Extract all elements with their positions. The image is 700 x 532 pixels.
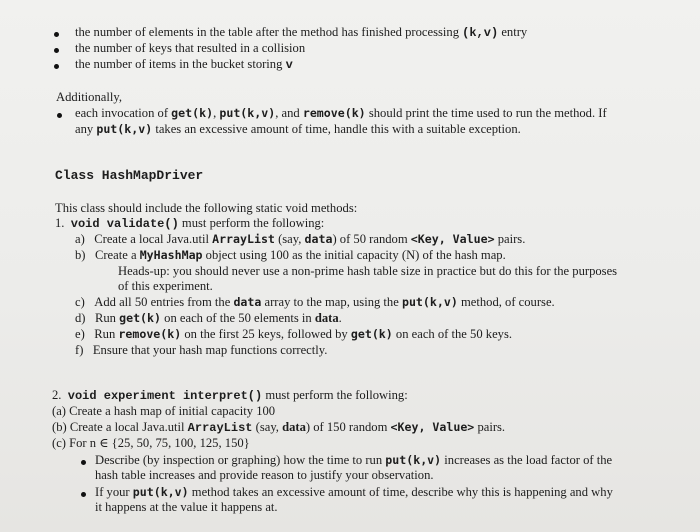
code: void validate() bbox=[70, 217, 179, 231]
text: Ensure that your hash map functions correctly. bbox=[92, 343, 328, 357]
code: (k,v) bbox=[462, 26, 499, 40]
bullet-dot bbox=[54, 48, 59, 53]
code: get(k) bbox=[119, 311, 161, 325]
validate-item-f bbox=[75, 343, 327, 358]
code: <Key, Value> bbox=[390, 420, 475, 434]
code: get(k) bbox=[171, 106, 214, 120]
validate-item-b-note-1: Heads-up: you should never use a non-prime hash table size in practice but do this for the purposes bbox=[118, 264, 618, 278]
code: remove(k) bbox=[302, 106, 366, 120]
code: data bbox=[304, 232, 333, 246]
experiment-c-bullet-1-line-2: hash table increases and provide reason to justify your observation. bbox=[95, 468, 434, 482]
code: remove(k) bbox=[118, 327, 182, 341]
validate-heading bbox=[55, 216, 324, 232]
bullet-dot bbox=[81, 492, 86, 497]
text: must perform the following: bbox=[262, 388, 408, 402]
text: entry bbox=[498, 25, 528, 39]
text: pairs. bbox=[474, 420, 506, 434]
code: data bbox=[233, 295, 262, 309]
text: the number of keys that resulted in a collision bbox=[75, 41, 306, 55]
additionally-line-1 bbox=[75, 106, 607, 121]
text: Run bbox=[94, 311, 120, 325]
text: If your bbox=[95, 485, 133, 499]
additionally-title: Additionally, bbox=[56, 90, 122, 104]
text: the number of items in the bucket storing bbox=[75, 57, 286, 71]
text: pairs. bbox=[494, 232, 526, 246]
text: Create a bbox=[94, 248, 140, 262]
text: should print the time used to run the method. If bbox=[365, 106, 607, 120]
text: the number of elements in the table after the method has finished processing bbox=[75, 25, 463, 39]
top-bullet-1 bbox=[75, 25, 527, 41]
code: put(k,v) bbox=[385, 453, 442, 467]
text: , bbox=[213, 106, 220, 120]
validate-item-d bbox=[75, 311, 342, 326]
text: array to the map, using the bbox=[261, 295, 402, 309]
experiment-c-bullet-1 bbox=[95, 453, 612, 468]
code: put(k,v) bbox=[132, 485, 189, 499]
validate-item-e bbox=[75, 327, 512, 342]
code: void experiment interpret() bbox=[67, 389, 263, 403]
validate-item-a bbox=[75, 232, 525, 247]
list-number: 2. bbox=[52, 388, 62, 402]
text: ) of 50 random bbox=[332, 232, 411, 246]
text: Run bbox=[94, 327, 119, 341]
code: <Key, Value> bbox=[410, 232, 495, 246]
experiment-item-a: (a) Create a hash map of initial capacity 100 bbox=[52, 404, 276, 418]
code: ArrayList bbox=[212, 232, 275, 246]
text: method, of course. bbox=[457, 295, 555, 309]
text: method takes an excessive amount of time, describe why this is happening and why bbox=[188, 485, 613, 499]
text: object using 100 as the initial capacity (N) of the hash map. bbox=[202, 248, 506, 262]
text: on each of the 50 elements in bbox=[161, 311, 315, 325]
code: v bbox=[285, 58, 293, 72]
item-label: b) bbox=[75, 248, 86, 262]
experiment-item-c: (c) For n ∈ {25, 50, 75, 100, 125, 150} bbox=[52, 436, 250, 450]
intro-text: This class should include the following static void methods: bbox=[55, 201, 358, 215]
code: put(k,v) bbox=[401, 295, 458, 309]
text: . bbox=[338, 311, 342, 325]
code: put(k,v) bbox=[96, 122, 153, 136]
text: Create a local Java.util bbox=[94, 232, 213, 246]
experiment-c-bullet-2-line-2: it happens at the value it happens at. bbox=[95, 500, 278, 514]
bullet-dot bbox=[81, 460, 86, 465]
code: get(k) bbox=[350, 327, 393, 341]
code: MyHashMap bbox=[139, 248, 203, 262]
validate-item-b bbox=[75, 248, 506, 263]
experiment-heading bbox=[52, 388, 408, 404]
text: on each of the 50 keys. bbox=[392, 327, 513, 341]
code: ArrayList bbox=[187, 421, 253, 435]
item-label: f) bbox=[75, 343, 84, 357]
text: (say, bbox=[252, 420, 283, 434]
experiment-c-bullet-2 bbox=[95, 485, 613, 500]
bullet-dot bbox=[54, 64, 59, 69]
top-bullet-3 bbox=[75, 57, 293, 73]
text: , and bbox=[275, 106, 303, 120]
text: takes an excessive amount of time, handle this with a suitable exception. bbox=[152, 122, 521, 136]
validate-item-c bbox=[75, 295, 555, 310]
bold-text: data bbox=[314, 311, 339, 325]
validate-item-b-note-2: of this experiment. bbox=[118, 279, 213, 293]
class-heading: Class HashMapDriver bbox=[55, 168, 204, 183]
text: (say, bbox=[274, 232, 305, 246]
text: on the first 25 keys, followed by bbox=[181, 327, 351, 341]
text: (b) Create a local Java.util bbox=[52, 420, 188, 434]
text: Add all 50 entries from the bbox=[94, 295, 234, 309]
text: increases as the load factor of the bbox=[441, 453, 613, 467]
text: Describe (by inspection or graphing) how the time to run bbox=[95, 453, 386, 467]
text: ) of 150 random bbox=[305, 420, 391, 434]
item-label: a) bbox=[75, 232, 85, 246]
bullet-dot bbox=[57, 113, 62, 118]
item-label: e) bbox=[75, 327, 85, 341]
text: each invocation of bbox=[75, 106, 172, 120]
bullet-dot bbox=[54, 32, 59, 37]
list-number: 1. bbox=[55, 216, 65, 230]
text: any bbox=[75, 122, 97, 136]
experiment-item-b bbox=[52, 420, 505, 436]
item-label: c) bbox=[75, 295, 85, 309]
item-label: d) bbox=[75, 311, 86, 325]
additionally-line-2 bbox=[75, 122, 521, 137]
code: put(k,v) bbox=[219, 106, 276, 120]
top-bullet-2 bbox=[75, 41, 305, 56]
text: must perform the following: bbox=[178, 216, 325, 230]
bold-text: data bbox=[282, 420, 306, 434]
